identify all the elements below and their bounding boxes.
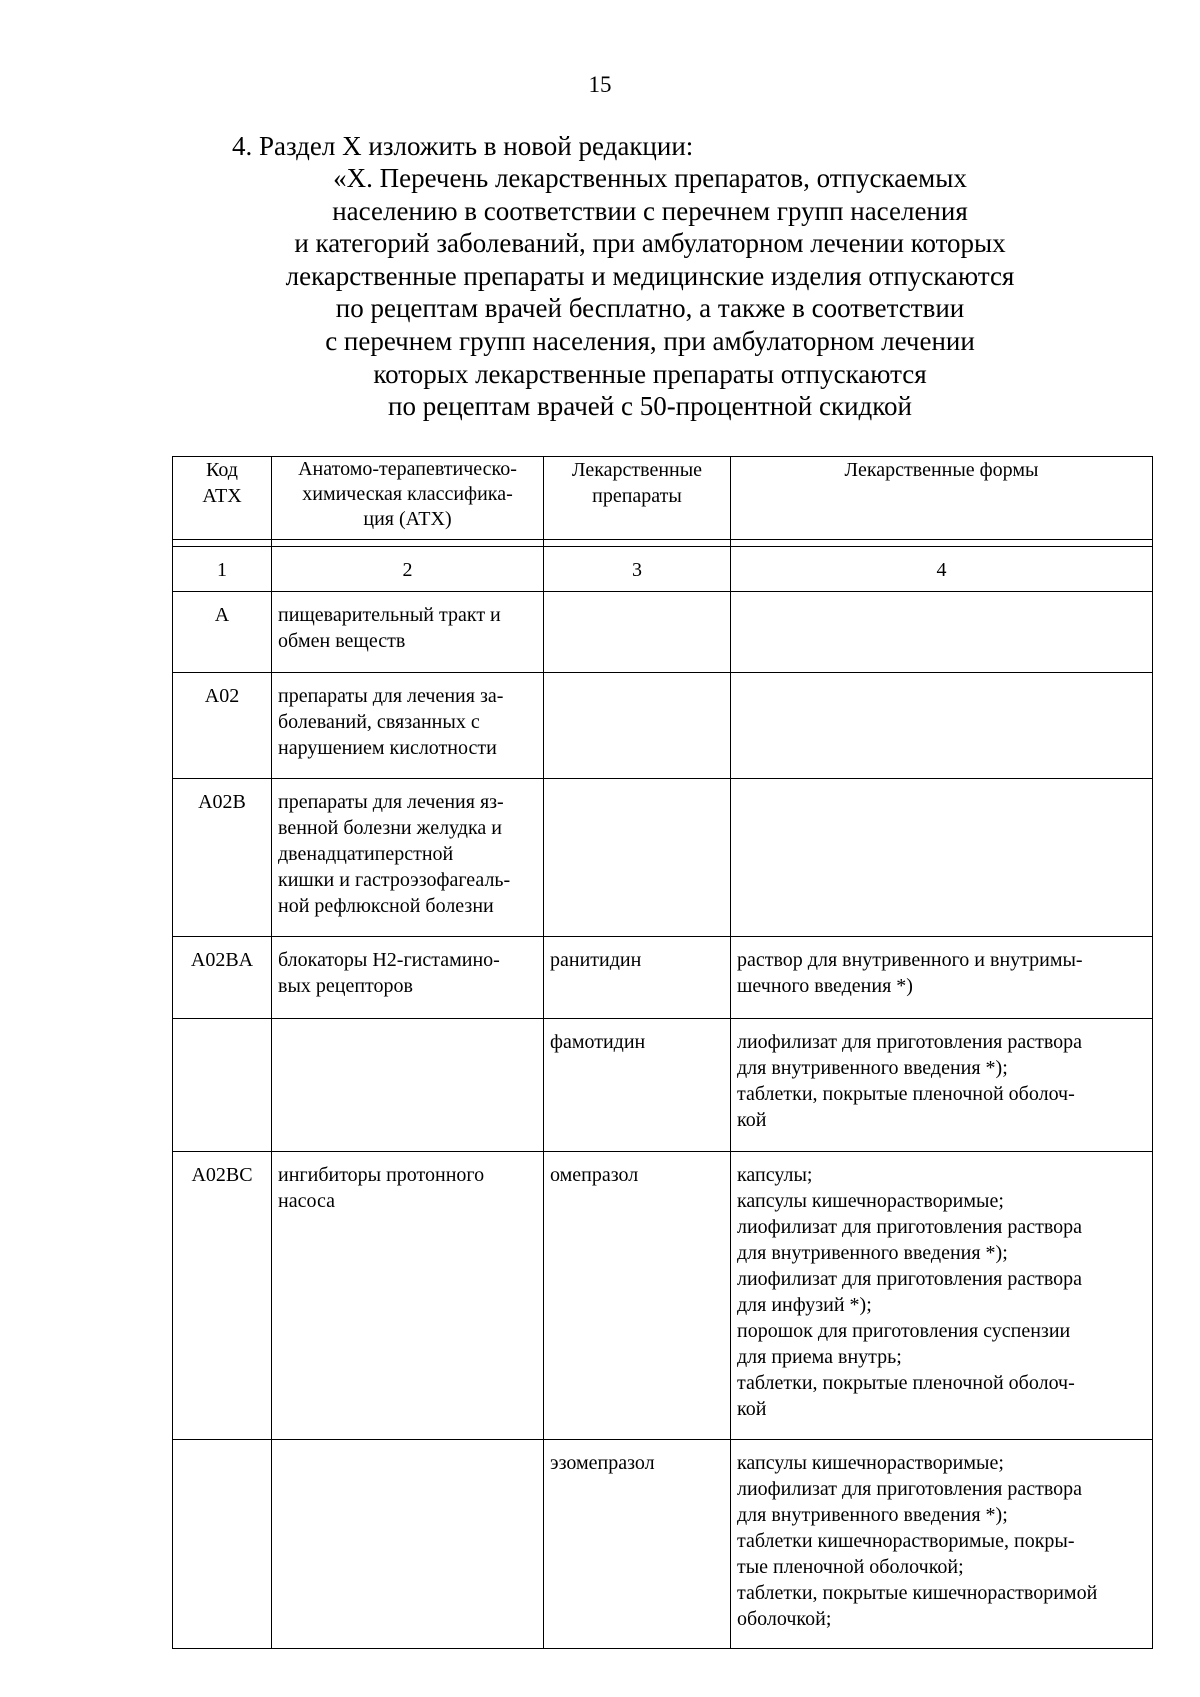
- drug-cell: эзомепразол: [544, 1440, 731, 1649]
- classification-cell: [272, 1019, 544, 1152]
- dosage-form-cell: [731, 592, 1153, 673]
- atc-code-cell: A: [173, 592, 272, 673]
- classification-cell: блокаторы H2-гистамино- вых рецепторов: [272, 937, 544, 1019]
- atc-code-cell: A02: [173, 673, 272, 779]
- classification-cell: препараты для лечения яз- венной болезни желудка и двенадцатиперстной кишки и гастроэзофагеаль- ной рефлюксной болезни: [272, 779, 544, 937]
- table-row: [173, 1152, 1153, 1440]
- drug-cell: ранитидин: [544, 937, 731, 1019]
- table-row: [173, 937, 1153, 1019]
- atc-code-cell: A02B: [173, 779, 272, 937]
- classification-cell: пищеварительный тракт и обмен веществ: [272, 592, 544, 673]
- section-heading: «X. Перечень лекарственных препаратов, отпускаемых населению в соответствии с перечнем групп населения и категорий заболеваний, при амбулаторном лечении которых лекарственные препараты и медицинские изделия отпускаются по рецептам врачей бесплатно, а также в соответствии с перечнем групп населения, при амбулаторном лечении которых лекарственные препараты отпускаются по рецептам врачей с 50-процентной скидкой: [285, 163, 1015, 422]
- atc-code-cell: [173, 1440, 272, 1649]
- dosage-form-cell: лиофилизат для приготовления раствора для внутривенного введения *); таблетки, покрытые пленочной оболоч- кой: [731, 1019, 1153, 1152]
- amendment-intro: 4. Раздел X изложить в новой редакции:: [232, 131, 694, 161]
- header-gap: [173, 540, 1153, 547]
- dosage-form-cell: раствор для внутривенного и внутримы- шечного введения *): [731, 937, 1153, 1019]
- drug-list-table: [172, 456, 1153, 1649]
- header-atc-classification: Анатомо-терапевтическо- химическая классифика- ция (АТХ): [272, 457, 544, 540]
- classification-cell: ингибиторы протонного насоса: [272, 1152, 544, 1440]
- dosage-form-cell: [731, 779, 1153, 937]
- column-number: 4: [731, 547, 1153, 592]
- table-row: [173, 779, 1153, 937]
- column-number: 2: [272, 547, 544, 592]
- header-drugs: Лекарственные препараты: [544, 457, 731, 540]
- table-row: [173, 1440, 1153, 1649]
- column-number-row: [173, 547, 1153, 592]
- atc-code-cell: A02BA: [173, 937, 272, 1019]
- drug-cell: омепразол: [544, 1152, 731, 1440]
- drug-cell: [544, 592, 731, 673]
- drug-cell: [544, 673, 731, 779]
- classification-cell: препараты для лечения за- болеваний, связанных с нарушением кислотности: [272, 673, 544, 779]
- classification-cell: [272, 1440, 544, 1649]
- table-row: [173, 592, 1153, 673]
- drug-cell: фамотидин: [544, 1019, 731, 1152]
- table-row: [173, 673, 1153, 779]
- header-dosage-forms: Лекарственные формы: [731, 457, 1153, 540]
- table-row: [173, 1019, 1153, 1152]
- column-number: 3: [544, 547, 731, 592]
- dosage-form-cell: [731, 673, 1153, 779]
- table-header-row: [173, 457, 1153, 540]
- column-number: 1: [173, 547, 272, 592]
- dosage-form-cell: капсулы кишечнорастворимые; лиофилизат для приготовления раствора для внутривенного введения *); таблетки кишечнорастворимые, покры- тые пленочной оболочкой; таблетки, покрытые кишечнорастворимой оболочкой;: [731, 1440, 1153, 1649]
- atc-code-cell: A02BC: [173, 1152, 272, 1440]
- atc-code-cell: [173, 1019, 272, 1152]
- header-atc-code: Код АТХ: [173, 457, 272, 540]
- dosage-form-cell: капсулы; капсулы кишечнорастворимые; лиофилизат для приготовления раствора для внутривенного введения *); лиофилизат для приготовления раствора для инфузий *); порошок для приготовления суспензии для приема внутрь; таблетки, покрытые пленочной оболоч- кой: [731, 1152, 1153, 1440]
- page-number: 15: [588, 72, 612, 97]
- drug-cell: [544, 779, 731, 937]
